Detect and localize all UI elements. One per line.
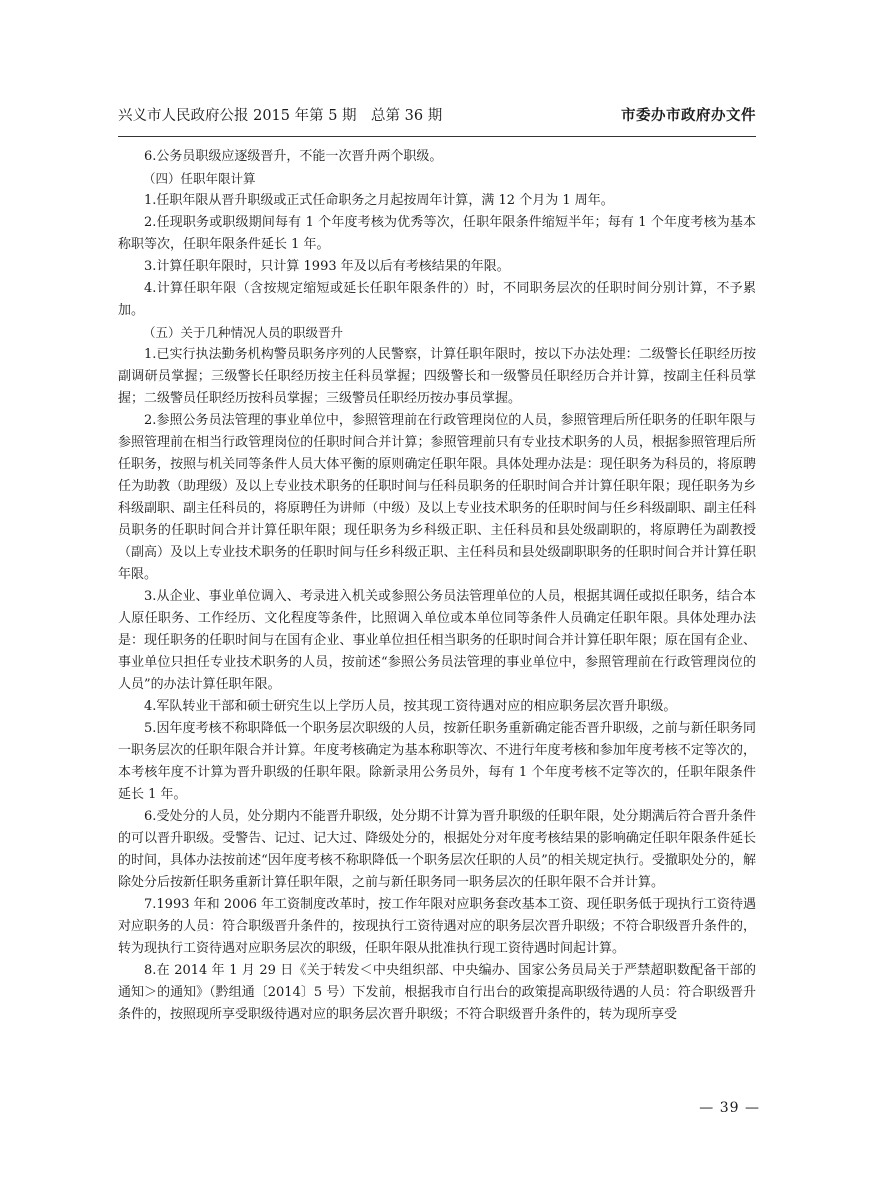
paragraph: 8.在 2014 年 1 月 29 日《关于转发＜中央组织部、中央编办、国家公务员局关于严禁超职数配备干部的通知＞的通知》（黔组通〔2014〕5 号）下发前，根据我市自行出台的政策提高职级待遇的人员：符合职级晋升条件的，按照现所享受职级待遇对应的职务层次晋升职级；不符合职级晋升条件的，转为现所享受: [118, 963, 756, 1022]
paragraph: 7.1993 年和 2006 年工资制度改革时，按工作年限对应职务套改基本工资、现任职务低于现执行工资待遇对应职务的人员：符合职级晋升条件的，按现执行工资待遇对应的职务层次晋升职级；不符合职级晋升条件的，转为现执行工资待遇对应职务层次的职级，任职年限从批准执行现工资待遇时间起计算。: [118, 897, 756, 956]
section-heading: （五）关于几种情况人员的职级晋升: [143, 325, 344, 340]
paragraph: 4.计算任职年限（含按规定缩短或延长任职年限条件的）时，不同职务层次的任职时间分别计算，不予累加。: [118, 281, 756, 318]
paragraph: 3.从企业、事业单位调入、考录进入机关或参照公务员法管理单位的人员，根据其调任或拟任职务，结合本人原任职务、工作经历、文化程度等条件，比照调入单位或本单位同等条件人员确定任职年限。具体处理办法是：现任职务的任职时间与在国有企业、事业单位担任相当职务的任职时间合并计算任职年限；原在国有企业、事业单位只担任专业技术职务的人员，按前述“参照公务员法管理的事业单位中，参照管理前在行政管理岗位的人员”的办法计算任职年限。: [118, 589, 756, 692]
paragraph: 6.公务员职级应逐级晋升，不能一次晋升两个职级。: [144, 149, 443, 164]
paragraph: 2.任现职务或职级期间每有 1 个年度考核为优秀等次，任职年限条件缩短半年；每有 1 个年度考核为基本称职等次，任职年限条件延长 1 年。: [118, 215, 756, 252]
paragraph: 2.参照公务员法管理的事业单位中，参照管理前在行政管理岗位的人员，参照管理后所任职务的任职年限与参照管理前在相当行政管理岗位的任职时间合并计算；参照管理前只有专业技术职务的人员，根据参照管理后所任职务，按照与机关同等条件人员大体平衡的原则确定任职年限。具体处理办法是：现任职务为科员的，将原聘任为助教（助理级）及以上专业技术职务的任职时间与任科员职务的任职时间合并计算任职年限；现任职务为乡科级副职、副主任科员的，将原聘任为讲师（中级）及以上专业技术职务的任职时间与任乡科级副职、副主任科员职务的任职时间合并计算任职年限；现任职务为乡科级正职、主任科员和县处级副职的，将原聘任为副教授（副高）及以上专业技术职务的任职时间与任乡科级正职、主任科员和县处级副职职务的任职时间合并计算任职年限。: [118, 413, 756, 582]
paragraph: 1.已实行执法勤务机构警员职务序列的人民警察，计算任职年限时，按以下办法处理：二级警长任职经历按副调研员掌握；三级警长任职经历按主任科员掌握；四级警长和一级警员任职经历合并计算，按副主任科员掌握；二级警员任职经历按科员掌握；三级警员任职经历按办事员掌握。: [118, 347, 756, 406]
bulletin-issue: 兴义市人民政府公报 2015 年第 5 期 总第 36 期: [118, 108, 443, 124]
running-header: [118, 106, 756, 126]
paragraph: 3.计算任职年限时，只计算 1993 年及以后有考核结果的年限。: [144, 259, 510, 274]
paragraph: 5.因年度考核不称职降低一个职务层次职级的人员，按新任职务重新确定能否晋升职级，之前与新任职务同一职务层次的任职年限合并计算。年度考核确定为基本称职等次、不进行年度考核和参加年度考核不定等次的，本考核年度不计算为晋升职级的任职年限。除新录用公务员外，每有 1 个年度考核不定等次的，任职年限条件延长 1 年。: [118, 721, 756, 802]
paragraph: 1.任职年限从晋升职级或正式任命职务之月起按周年计算，满 12 个月为 1 周年。: [144, 193, 614, 208]
section-title: 市委办市政府办文件: [621, 107, 756, 124]
page-number: — 39 —: [699, 1100, 760, 1116]
header-divider: [118, 136, 756, 137]
paragraph: 4.军队转业干部和硕士研究生以上学历人员，按其现工资待遇对应的相应职务层次晋升职级。: [144, 699, 677, 714]
section-heading: （四）任职年限计算: [143, 171, 256, 186]
body-text: [118, 146, 756, 1026]
paragraph: 6.受处分的人员，处分期内不能晋升职级，处分期不计算为晋升职级的任职年限，处分期满后符合晋升条件的可以晋升职级。受警告、记过、记大过、降级处分的，根据处分对年度考核结果的影响确定任职年限条件延长的时间，具体办法按前述“因年度考核不称职降低一个职务层次任职的人员”的相关规定执行。受撤职处分的，解除处分后按新任职务重新计算任职年限，之前与新任职务同一职务层次的任职年限不合并计算。: [118, 809, 756, 890]
